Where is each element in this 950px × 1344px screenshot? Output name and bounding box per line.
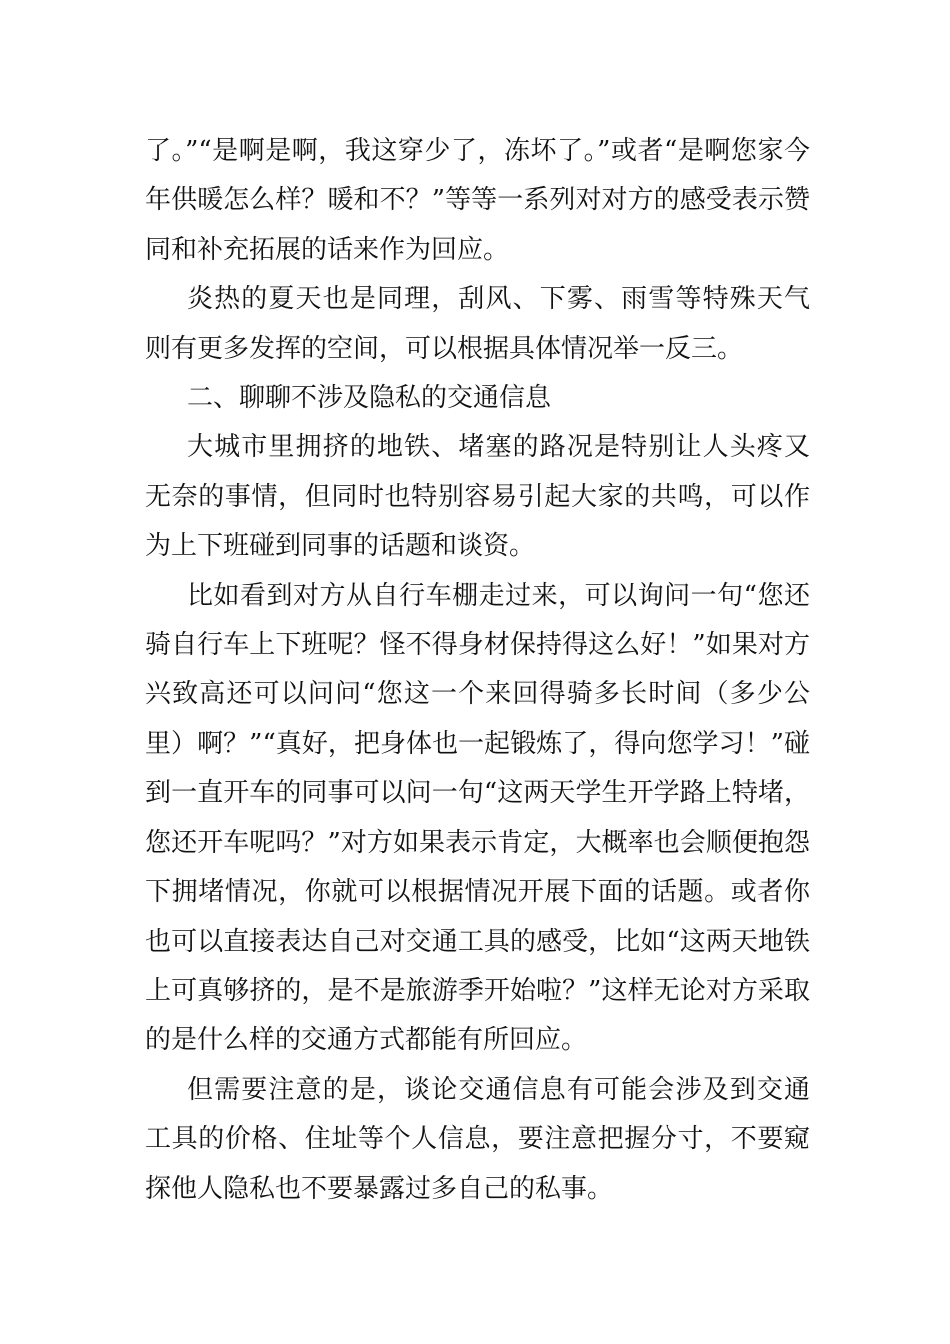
paragraph-summer-weather: 炎热的夏天也是同理，刮风、下雾、雨雪等特殊天气则有更多发挥的空间，可以根据具体情况举一反三。	[145, 284, 810, 364]
paragraph-commute-examples: 比如看到对方从自行车棚走过来，可以询问一句“您还骑自行车上下班呢？怪不得身材保持得这么好！”如果对方兴致高还可以问问“您这一个来回得骑多长时间（多少公里）啊？”“真好，把身体也一起锻炼了，得向您学习！”碰到一直开车的同事可以问一句“这两天学生开学路上特堵，您还开车呢吗？”对方如果表示肯定，大概率也会顺便抱怨下拥堵情况，你就可以根据情况开展下面的话题。或者你也可以直接表达自己对交通工具的感受，比如“这两天地铁上可真够挤的，是不是旅游季开始啦？”这样无论对方采取的是什么样的交通方式都能有所回应。	[145, 580, 810, 1056]
paragraph-privacy-caution: 但需要注意的是，谈论交通信息有可能会涉及到交通工具的价格、住址等个人信息，要注意把握分寸，不要窥探他人隐私也不要暴露过多自己的私事。	[145, 1074, 810, 1204]
paragraph-city-traffic: 大城市里拥挤的地铁、堵塞的路况是特别让人头疼又无奈的事情，但同时也特别容易引起大家的共鸣，可以作为上下班碰到同事的话题和谈资。	[145, 432, 810, 562]
paragraph-continuation: 了。”“是啊是啊，我这穿少了，冻坏了。”或者“是啊您家今年供暖怎么样？暖和不？”等等一系列对对方的感受表示赞同和补充拓展的话来作为回应。	[145, 136, 810, 265]
document-body	[145, 127, 810, 1214]
section-heading-traffic: 二、聊聊不涉及隐私的交通信息	[187, 383, 552, 414]
